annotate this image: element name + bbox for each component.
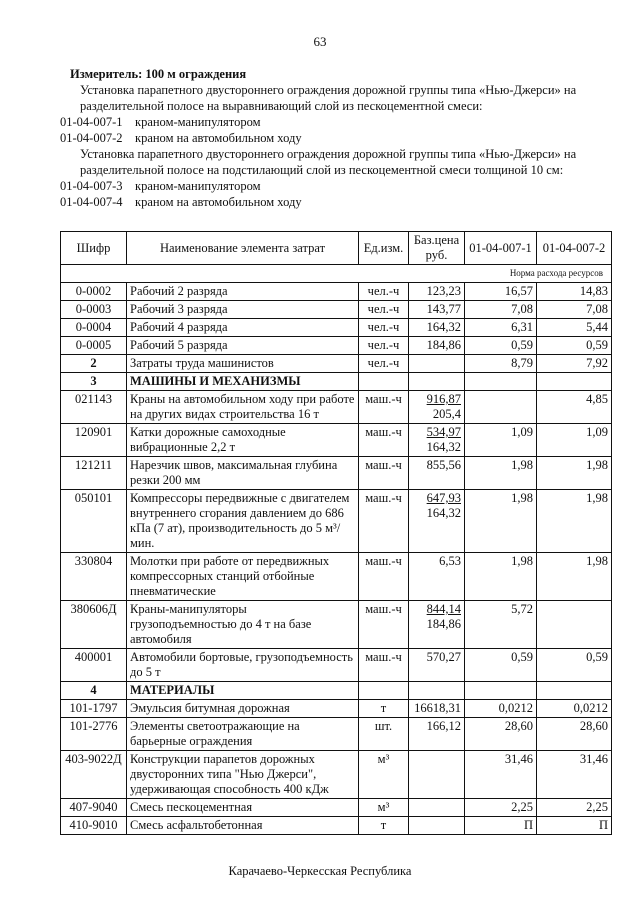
row-unit: маш.-ч <box>359 649 409 682</box>
row-price <box>409 457 465 490</box>
row-unit: чел.-ч <box>359 301 409 319</box>
row-code: 120901 <box>61 424 127 457</box>
header-col1: 01-04-007-1 <box>465 232 537 265</box>
table-row <box>61 355 612 373</box>
row-value-1: 1,98 <box>465 490 537 553</box>
price-secondary: 570,27 <box>426 650 461 664</box>
row-name: Компрессоры передвижные с двигателем внутреннего сгорания давлением до 686 кПа (7 ат), производительность до 5 м³/мин. <box>127 490 359 553</box>
section-code: 4 <box>61 682 127 700</box>
row-name: Молотки при работе от передвижных компрессорных станций отбойные пневматические <box>127 553 359 601</box>
table-row <box>61 817 612 835</box>
row-value-2: 1,09 <box>537 424 612 457</box>
item-code: 01-04-007-4 <box>60 195 123 209</box>
item-text: краном на автомобильном ходу <box>135 195 302 209</box>
row-code: 050101 <box>61 490 127 553</box>
item-code: 01-04-007-1 <box>60 115 123 129</box>
row-name: Рабочий 4 разряда <box>127 319 359 337</box>
row-unit: м³ <box>359 751 409 799</box>
row-value-1: 0,59 <box>465 337 537 355</box>
row-code: 2 <box>61 355 127 373</box>
intro-paragraph-2: Установка парапетного двустороннего ограждения дорожной группы типа «Нью-Джерси» на разделительной полосе на подстилающий слой из пескоцементной смеси толщиной 10 см: <box>80 147 577 177</box>
intro-item <box>60 114 620 130</box>
price-secondary: 164,32 <box>426 440 461 454</box>
row-value-1: 5,72 <box>465 601 537 649</box>
row-code: 410-9010 <box>61 817 127 835</box>
table-row <box>61 391 612 424</box>
price-secondary: 164,32 <box>426 506 461 520</box>
row-name: Автомобили бортовые, грузоподъемность до 5 т <box>127 649 359 682</box>
row-value-1: 16,57 <box>465 283 537 301</box>
row-price <box>409 799 465 817</box>
row-price <box>409 424 465 457</box>
intro-paragraph-1: Установка парапетного двустороннего ограждения дорожной группы типа «Нью-Джерси» на разделительной полосе на выравнивающий слой из пескоцементной смеси: <box>80 83 577 113</box>
row-value-1: 1,98 <box>465 457 537 490</box>
row-name: Затраты труда машинистов <box>127 355 359 373</box>
row-value-2: 7,92 <box>537 355 612 373</box>
empty-cell <box>409 373 465 391</box>
section-title: МАШИНЫ И МЕХАНИЗМЫ <box>127 373 359 391</box>
empty-cell <box>409 682 465 700</box>
row-value-2: 28,60 <box>537 718 612 751</box>
table-row <box>61 319 612 337</box>
row-price: 16618,31 <box>409 700 465 718</box>
empty-cell <box>537 373 612 391</box>
row-value-2: П <box>537 817 612 835</box>
row-name: Рабочий 2 разряда <box>127 283 359 301</box>
table-row <box>61 301 612 319</box>
empty-cell <box>359 373 409 391</box>
row-code: 330804 <box>61 553 127 601</box>
row-price: 143,77 <box>409 301 465 319</box>
table-row <box>61 700 612 718</box>
item-text: краном-манипулятором <box>135 115 261 129</box>
meter-heading: Измеритель: 100 м ограждения <box>70 67 247 81</box>
row-code: 407-9040 <box>61 799 127 817</box>
row-value-2: 7,08 <box>537 301 612 319</box>
table-row <box>61 601 612 649</box>
row-unit: м³ <box>359 799 409 817</box>
row-value-2: 31,46 <box>537 751 612 799</box>
row-code: 021143 <box>61 391 127 424</box>
intro-item <box>60 178 620 194</box>
row-unit: чел.-ч <box>359 283 409 301</box>
table-row <box>61 649 612 682</box>
row-name: Краны на автомобильном ходу при работе на других видах строительства 16 т <box>127 391 359 424</box>
row-value-2: 0,59 <box>537 337 612 355</box>
row-value-1: 1,09 <box>465 424 537 457</box>
table-row <box>61 424 612 457</box>
intro-block <box>60 66 620 210</box>
row-code: 403-9022Д <box>61 751 127 799</box>
row-price <box>409 601 465 649</box>
row-code: 0-0003 <box>61 301 127 319</box>
item-text: краном на автомобильном ходу <box>135 131 302 145</box>
row-value-1 <box>465 391 537 424</box>
table-header-row <box>61 232 612 265</box>
row-unit: маш.-ч <box>359 490 409 553</box>
row-value-2 <box>537 601 612 649</box>
row-price <box>409 751 465 799</box>
table-row <box>61 799 612 817</box>
table-row <box>61 490 612 553</box>
row-value-1: 0,59 <box>465 649 537 682</box>
row-price: 166,12 <box>409 718 465 751</box>
row-unit: т <box>359 817 409 835</box>
price-secondary: 205,4 <box>432 407 461 421</box>
row-value-2: 2,25 <box>537 799 612 817</box>
row-name: Смесь асфальтобетонная <box>127 817 359 835</box>
row-code: 0-0002 <box>61 283 127 301</box>
row-price <box>409 355 465 373</box>
row-value-1: 1,98 <box>465 553 537 601</box>
row-value-2: 14,83 <box>537 283 612 301</box>
empty-cell <box>465 682 537 700</box>
row-value-1: 8,79 <box>465 355 537 373</box>
row-value-1: 31,46 <box>465 751 537 799</box>
header-price: Баз.цена руб. <box>409 232 465 265</box>
table-row <box>61 553 612 601</box>
price-underlined: 844,14 <box>426 602 461 616</box>
row-value-1: 6,31 <box>465 319 537 337</box>
price-secondary: 6,53 <box>439 554 461 568</box>
item-text: краном-манипулятором <box>135 179 261 193</box>
row-price <box>409 553 465 601</box>
row-value-1: 0,0212 <box>465 700 537 718</box>
section-row <box>61 682 612 700</box>
norm-label-row <box>61 265 612 283</box>
row-unit: чел.-ч <box>359 319 409 337</box>
empty-cell <box>465 373 537 391</box>
row-code: 380606Д <box>61 601 127 649</box>
empty-cell <box>359 682 409 700</box>
row-name: Катки дорожные самоходные вибрационные 2,2 т <box>127 424 359 457</box>
table-row <box>61 337 612 355</box>
price-underlined: 916,87 <box>426 392 461 406</box>
price-secondary: 184,86 <box>426 617 461 631</box>
row-unit: т <box>359 700 409 718</box>
table-row <box>61 751 612 799</box>
row-price: 123,23 <box>409 283 465 301</box>
row-unit: маш.-ч <box>359 391 409 424</box>
row-name: Рабочий 3 разряда <box>127 301 359 319</box>
row-value-2: 0,0212 <box>537 700 612 718</box>
row-unit: маш.-ч <box>359 601 409 649</box>
row-value-1: П <box>465 817 537 835</box>
row-unit: маш.-ч <box>359 424 409 457</box>
header-col2: 01-04-007-2 <box>537 232 612 265</box>
row-value-2: 1,98 <box>537 457 612 490</box>
row-name: Эмульсия битумная дорожная <box>127 700 359 718</box>
row-name: Рабочий 5 разряда <box>127 337 359 355</box>
row-value-1: 2,25 <box>465 799 537 817</box>
row-price <box>409 391 465 424</box>
row-unit: чел.-ч <box>359 337 409 355</box>
table-row <box>61 718 612 751</box>
intro-item <box>60 130 620 146</box>
empty-cell <box>537 682 612 700</box>
row-name: Нарезчик швов, максимальная глубина резки 200 мм <box>127 457 359 490</box>
item-code: 01-04-007-3 <box>60 179 123 193</box>
norm-label: Норма расхода ресурсов <box>61 265 612 283</box>
row-name: Краны-манипуляторы грузоподъемностью до 4 т на базе автомобиля <box>127 601 359 649</box>
row-unit: шт. <box>359 718 409 751</box>
row-value-1: 28,60 <box>465 718 537 751</box>
page-number: 63 <box>313 34 327 49</box>
row-name: Конструкции парапетов дорожных двусторонних типа "Нью Джерси", удерживающая способность 400 кДж <box>127 751 359 799</box>
resource-table <box>60 231 612 835</box>
row-value-2: 1,98 <box>537 490 612 553</box>
row-code: 101-1797 <box>61 700 127 718</box>
header-code: Шифр <box>61 232 127 265</box>
row-price <box>409 649 465 682</box>
table-row <box>61 283 612 301</box>
header-name: Наименование элемента затрат <box>127 232 359 265</box>
row-price: 184,86 <box>409 337 465 355</box>
row-code: 0-0005 <box>61 337 127 355</box>
row-code: 121211 <box>61 457 127 490</box>
section-row <box>61 373 612 391</box>
section-title: МАТЕРИАЛЫ <box>127 682 359 700</box>
row-code: 0-0004 <box>61 319 127 337</box>
row-price <box>409 490 465 553</box>
section-code: 3 <box>61 373 127 391</box>
row-unit: маш.-ч <box>359 457 409 490</box>
table-row <box>61 457 612 490</box>
price-underlined: 647,93 <box>426 491 461 505</box>
row-code: 400001 <box>61 649 127 682</box>
row-unit: маш.-ч <box>359 553 409 601</box>
item-code: 01-04-007-2 <box>60 131 123 145</box>
intro-item <box>60 194 620 210</box>
header-unit: Ед.изм. <box>359 232 409 265</box>
row-value-2: 4,85 <box>537 391 612 424</box>
price-secondary: 855,56 <box>426 458 461 472</box>
row-value-2: 1,98 <box>537 553 612 601</box>
row-code: 101-2776 <box>61 718 127 751</box>
row-price <box>409 817 465 835</box>
price-underlined: 534,97 <box>426 425 461 439</box>
row-price: 164,32 <box>409 319 465 337</box>
row-name: Элементы светоотражающие на барьерные ограждения <box>127 718 359 751</box>
page-footer: Карачаево-Черкесская Республика <box>228 864 412 878</box>
row-name: Смесь пескоцементная <box>127 799 359 817</box>
row-value-2: 5,44 <box>537 319 612 337</box>
row-value-2: 0,59 <box>537 649 612 682</box>
row-unit: чел.-ч <box>359 355 409 373</box>
row-value-1: 7,08 <box>465 301 537 319</box>
